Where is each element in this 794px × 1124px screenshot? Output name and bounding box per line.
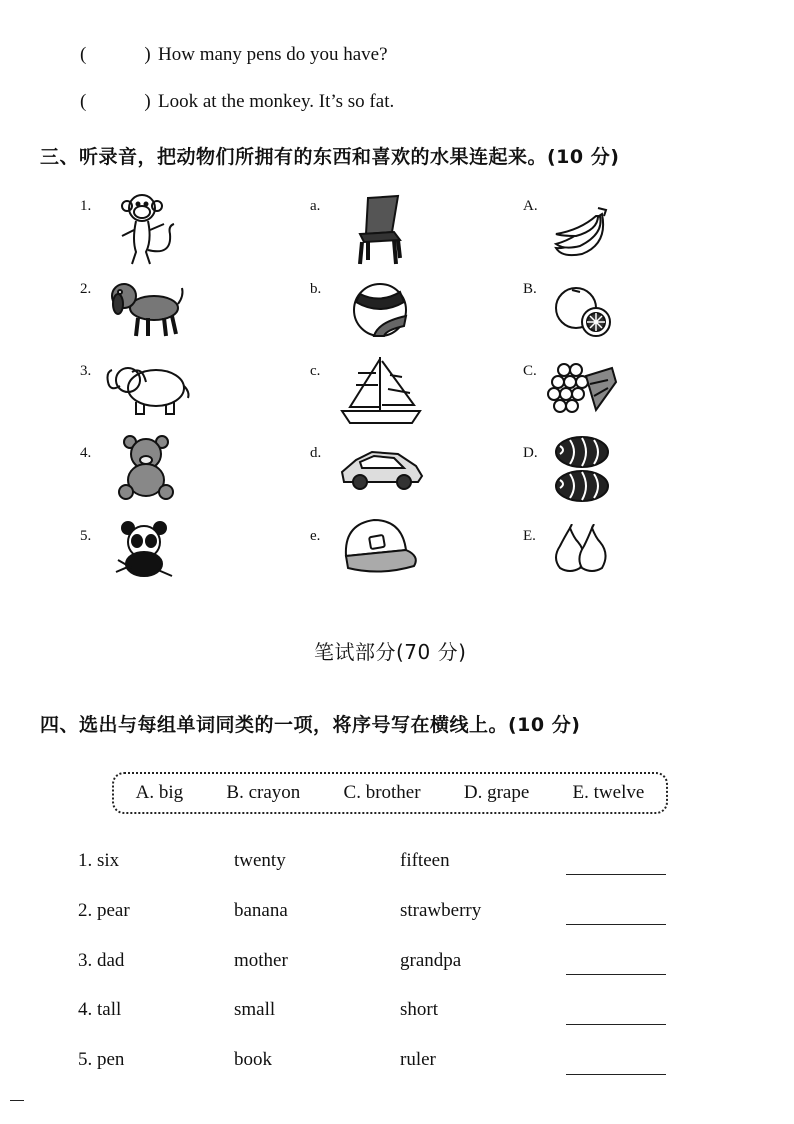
row-word-3: fifteen <box>400 850 450 871</box>
written-part-title: 笔试部分(70 分) <box>314 640 467 664</box>
row-word-2: small <box>234 999 276 1020</box>
row-word-2: mother <box>234 950 288 971</box>
answer-paren-open[interactable]: ( <box>80 91 87 112</box>
answer-blank[interactable] <box>566 924 666 925</box>
animal-label: 1. <box>80 198 92 214</box>
row-word-3: grandpa <box>400 950 462 971</box>
animal-label: 5. <box>80 528 92 544</box>
answer-blank[interactable] <box>566 1074 666 1075</box>
row-word-2: book <box>234 1049 272 1070</box>
cap-icon[interactable] <box>340 516 420 578</box>
ball-icon[interactable] <box>350 282 410 338</box>
fruit-label: A. <box>523 198 538 214</box>
row-word-1: 3. dad <box>78 950 125 971</box>
row-word-3: short <box>400 999 438 1020</box>
thing-label: a. <box>310 198 321 214</box>
row-word-3: strawberry <box>400 900 482 921</box>
row-word-1: 4. tall <box>78 999 122 1020</box>
panda-icon[interactable] <box>114 520 174 578</box>
row-word-1: 1. six <box>78 850 120 871</box>
elephant-icon[interactable] <box>102 358 192 420</box>
fruit-label: C. <box>523 363 537 379</box>
option-a: A. big <box>135 782 184 803</box>
banana-icon[interactable] <box>552 204 612 264</box>
thing-label: c. <box>310 363 321 379</box>
answer-paren-open[interactable]: ( <box>80 44 87 65</box>
option-e: E. twelve <box>572 782 645 803</box>
page-margin-dash <box>10 1100 24 1101</box>
row-word-2: twenty <box>234 850 286 871</box>
watermelon-icon[interactable] <box>552 436 612 502</box>
answer-paren-close: ) <box>144 91 151 112</box>
option-c: C. brother <box>343 782 421 803</box>
question-text: How many pens do you have? <box>158 44 388 65</box>
option-b: B. crayon <box>226 782 301 803</box>
row-word-1: 2. pear <box>78 900 130 921</box>
fruit-label: B. <box>523 281 537 297</box>
answer-paren-close: ) <box>144 44 151 65</box>
question-1 <box>80 44 388 66</box>
animal-label: 2. <box>80 281 92 297</box>
question-2 <box>80 91 394 113</box>
teddy-bear-icon[interactable] <box>118 434 176 500</box>
car-icon[interactable] <box>338 446 424 492</box>
boat-icon[interactable] <box>340 355 422 427</box>
answer-blank[interactable] <box>566 1024 666 1025</box>
animal-label: 3. <box>80 363 92 379</box>
row-word-1: 5. pen <box>78 1049 125 1070</box>
orange-icon[interactable] <box>550 284 614 338</box>
thing-label: e. <box>310 528 321 544</box>
grapes-icon[interactable] <box>546 360 618 416</box>
thing-label: d. <box>310 445 322 461</box>
answer-blank[interactable] <box>566 974 666 975</box>
section-3-title: 三、听录音，把动物们所拥有的东西和喜欢的水果连起来。(10 分) <box>40 146 620 168</box>
pear-icon[interactable] <box>552 524 614 574</box>
question-text: Look at the monkey. It’s so fat. <box>158 91 395 112</box>
row-word-3: ruler <box>400 1049 436 1070</box>
thing-label: b. <box>310 281 322 297</box>
animal-label: 4. <box>80 445 92 461</box>
word-options-box <box>112 772 668 814</box>
row-word-2: banana <box>234 900 288 921</box>
fruit-label: D. <box>523 445 538 461</box>
answer-blank[interactable] <box>566 874 666 875</box>
fruit-label: E. <box>523 528 536 544</box>
section-4-title: 四、选出与每组单词同类的一项，将序号写在横线上。(10 分) <box>40 714 581 736</box>
monkey-icon[interactable] <box>112 190 182 268</box>
option-d: D. grape <box>463 782 530 803</box>
dog-icon[interactable] <box>106 278 186 340</box>
chair-icon[interactable] <box>354 194 406 266</box>
